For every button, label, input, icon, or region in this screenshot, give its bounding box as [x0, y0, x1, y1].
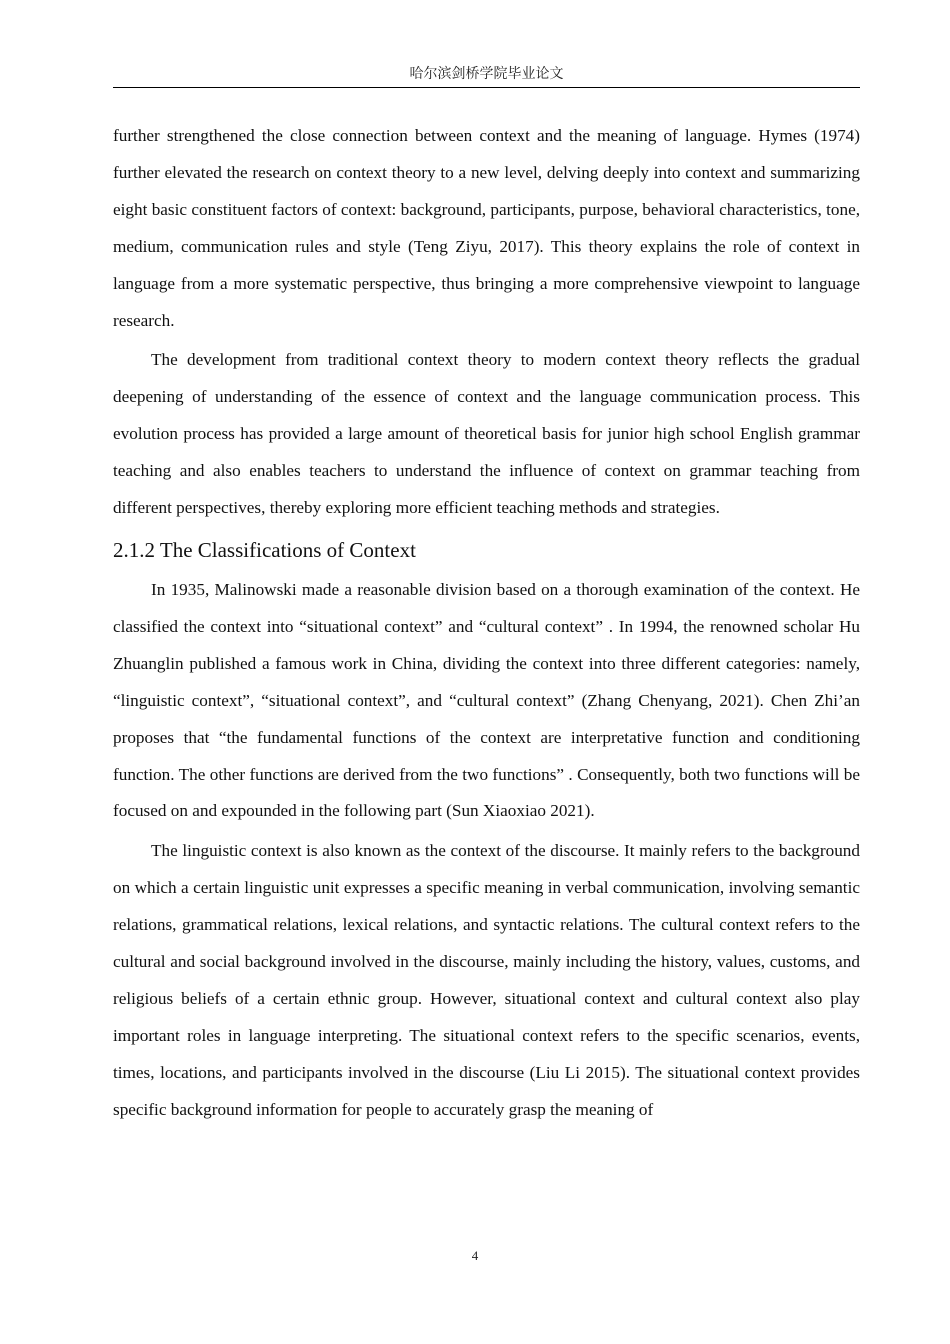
paragraph-classification: In 1935, Malinowski made a reasonable division based on a thorough examination of the context. He classified the context into “situational context” and “cultural context” . In 1994, the renowned scholar Hu Zhuanglin published a famous work in China, dividing the context into three different categories: namely, “linguistic context”, “situational context”, and “cultural context” (Zhang Chenyang, 2021). Chen Zhi’an proposes that “the fundamental functions of the context are interpretative function and conditioning function. The other functions are derived from the two functions” . Consequently, both two functions will be focused on and expounded in the following part (Sun Xiaoxiao 2021). — [113, 579, 860, 821]
body-text — [113, 118, 860, 1129]
paragraph-linguistic-context: The linguistic context is also known as the context of the discourse. It mainly refers to the background on which a certain linguistic unit expresses a specific meaning in verbal communication, involving semantic relations, grammatical relations, lexical relations, and syntactic relations. The cultural context refers to the cultural and social background involved in the discourse, mainly including the history, values, customs, and religious beliefs of a certain ethnic group. However, situational context and cultural context also play important roles in language interpreting. The situational context refers to the specific scenarios, events, times, locations, and participants involved in the discourse (Liu Li 2015). The situational context provides specific background information for people to accurately grasp the meaning of — [113, 841, 860, 1119]
section-heading: 2.1.2 The Classifications of Context — [113, 537, 416, 562]
header-divider — [113, 87, 860, 88]
paragraph-continuation: further strengthened the close connection between context and the meaning of language. Hymes (1974) further elevated the research on context theory to a new level, delving deeply into context and summarizing eight basic constituent factors of context: background, participants, purpose, behavioral characteristics, tone, medium, communication rules and style (Teng Ziyu, 2017). This theory explains the role of context in language from a more systematic perspective, thus bringing a more comprehensive viewpoint to language research. — [113, 126, 860, 330]
page-number: 4 — [471, 1248, 479, 1263]
paragraph-development: The development from traditional context theory to modern context theory reflects the gradual deepening of understanding of the essence of context and the language communication process. This evolution process has provided a large amount of theoretical basis for junior high school English grammar teaching and also enables teachers to understand the influence of context on grammar teaching from different perspectives, thereby exploring more efficient teaching methods and strategies. — [113, 350, 860, 518]
page-header: 哈尔滨剑桥学院毕业论文 — [409, 66, 564, 82]
